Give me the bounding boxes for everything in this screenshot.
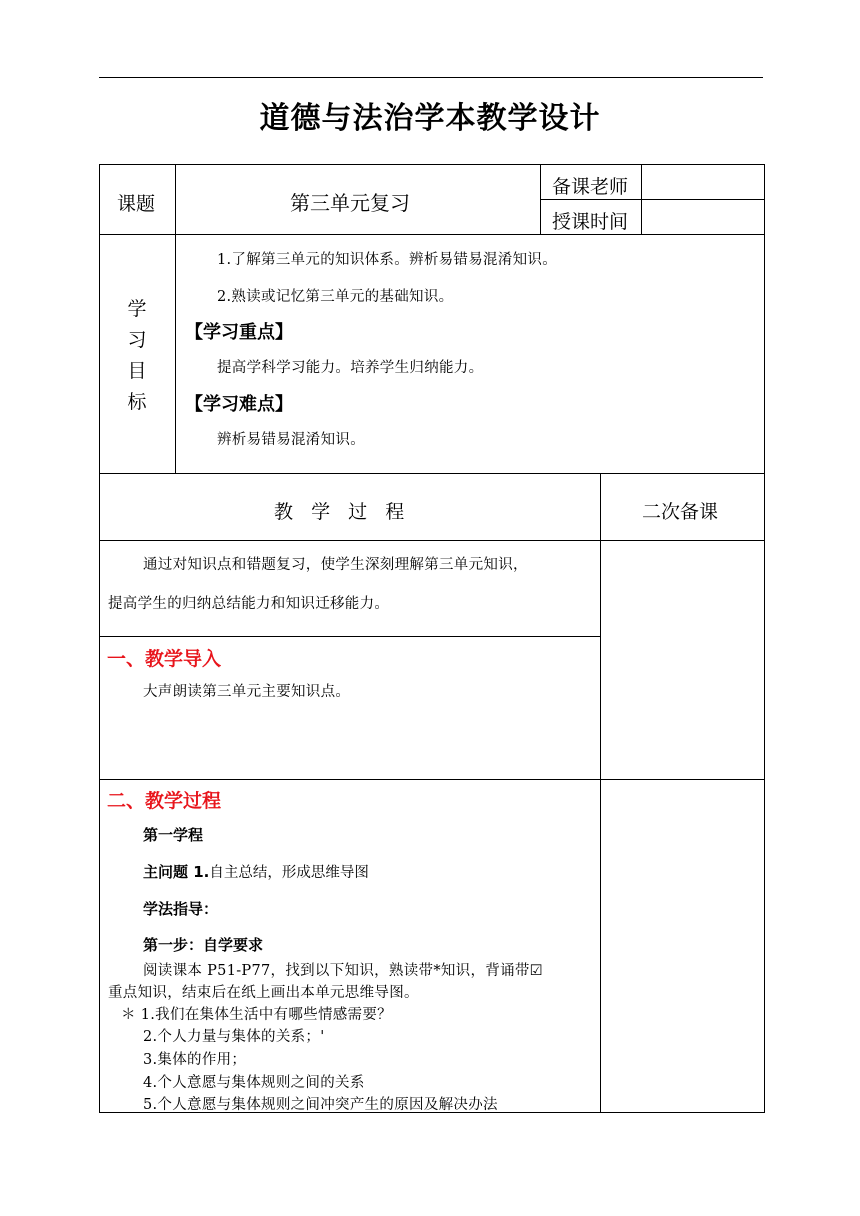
- list-item: 5.个人意愿与集体规则之间冲突产生的原因及解决办法: [143, 1097, 498, 1113]
- divider: [99, 779, 765, 780]
- header-rule: [99, 77, 763, 78]
- key-point-heading: 【学习重点】: [185, 322, 293, 343]
- difficulty-text: 辨析易错易混淆知识。: [217, 432, 365, 448]
- topic-value: 第三单元复习: [290, 191, 410, 215]
- divider: [175, 164, 176, 474]
- section-heading: 一、教学导入: [107, 648, 222, 670]
- second-prep-header: 二次备课: [642, 501, 719, 523]
- divider: [99, 636, 600, 637]
- instruction-text: 重点知识，结束后在纸上画出本单元思维导图。: [108, 985, 419, 1001]
- intro-text: 通过对知识点和错题复习，使学生深刻理解第三单元知识，: [143, 557, 528, 573]
- list-item: ＊ 1.我们在集体生活中有哪些情感需要？: [121, 1007, 392, 1023]
- divider: [99, 234, 765, 235]
- goal-item: 1.了解第三单元的知识体系。辨析易错易混淆知识。: [217, 252, 558, 268]
- divider: [99, 540, 765, 541]
- topic-label: 课题: [117, 193, 156, 215]
- intro-text: 提高学生的归纳总结能力和知识迁移能力。: [108, 596, 390, 612]
- list-item: 2.个人力量与集体的关系；': [143, 1029, 325, 1045]
- divider: [600, 473, 601, 1113]
- section-heading: 二、教学过程: [107, 790, 222, 812]
- list-item: 3.集体的作用；: [143, 1052, 247, 1068]
- question-text: 自主总结，形成思维导图: [209, 865, 369, 881]
- difficulty-heading: 【学习难点】: [185, 394, 293, 415]
- list-item: 4.个人意愿与集体规则之间的关系: [143, 1075, 365, 1091]
- objectives-label: [99, 294, 175, 418]
- main-question: [143, 861, 369, 882]
- objectives-label-char: 习: [127, 329, 147, 351]
- objectives-label-char: 标: [127, 391, 147, 413]
- objectives-label-char: 目: [127, 360, 147, 382]
- instruction-text: 阅读课本 P51-P77，找到以下知识，熟读带*知识，背诵带☑: [143, 963, 543, 979]
- section-text: 大声朗读第三单元主要知识点。: [143, 684, 351, 700]
- key-point-text: 提高学科学习能力。培养学生归纳能力。: [217, 360, 484, 376]
- objectives-label-char: 学: [127, 298, 147, 320]
- step-label: 第一步：自学要求: [143, 936, 264, 954]
- stage-label: 第一学程: [143, 826, 204, 844]
- goal-item: 2.熟读或记忆第三单元的基础知识。: [217, 289, 454, 305]
- divider: [540, 199, 765, 200]
- process-header: 教 学 过 程: [274, 501, 407, 523]
- time-label: 授课时间: [552, 211, 629, 233]
- teacher-label: 备课老师: [552, 176, 629, 198]
- question-label: 主问题 1.: [143, 863, 210, 881]
- method-label: 学法指导：: [143, 900, 219, 918]
- page-title: 道德与法治学本教学设计: [259, 101, 601, 136]
